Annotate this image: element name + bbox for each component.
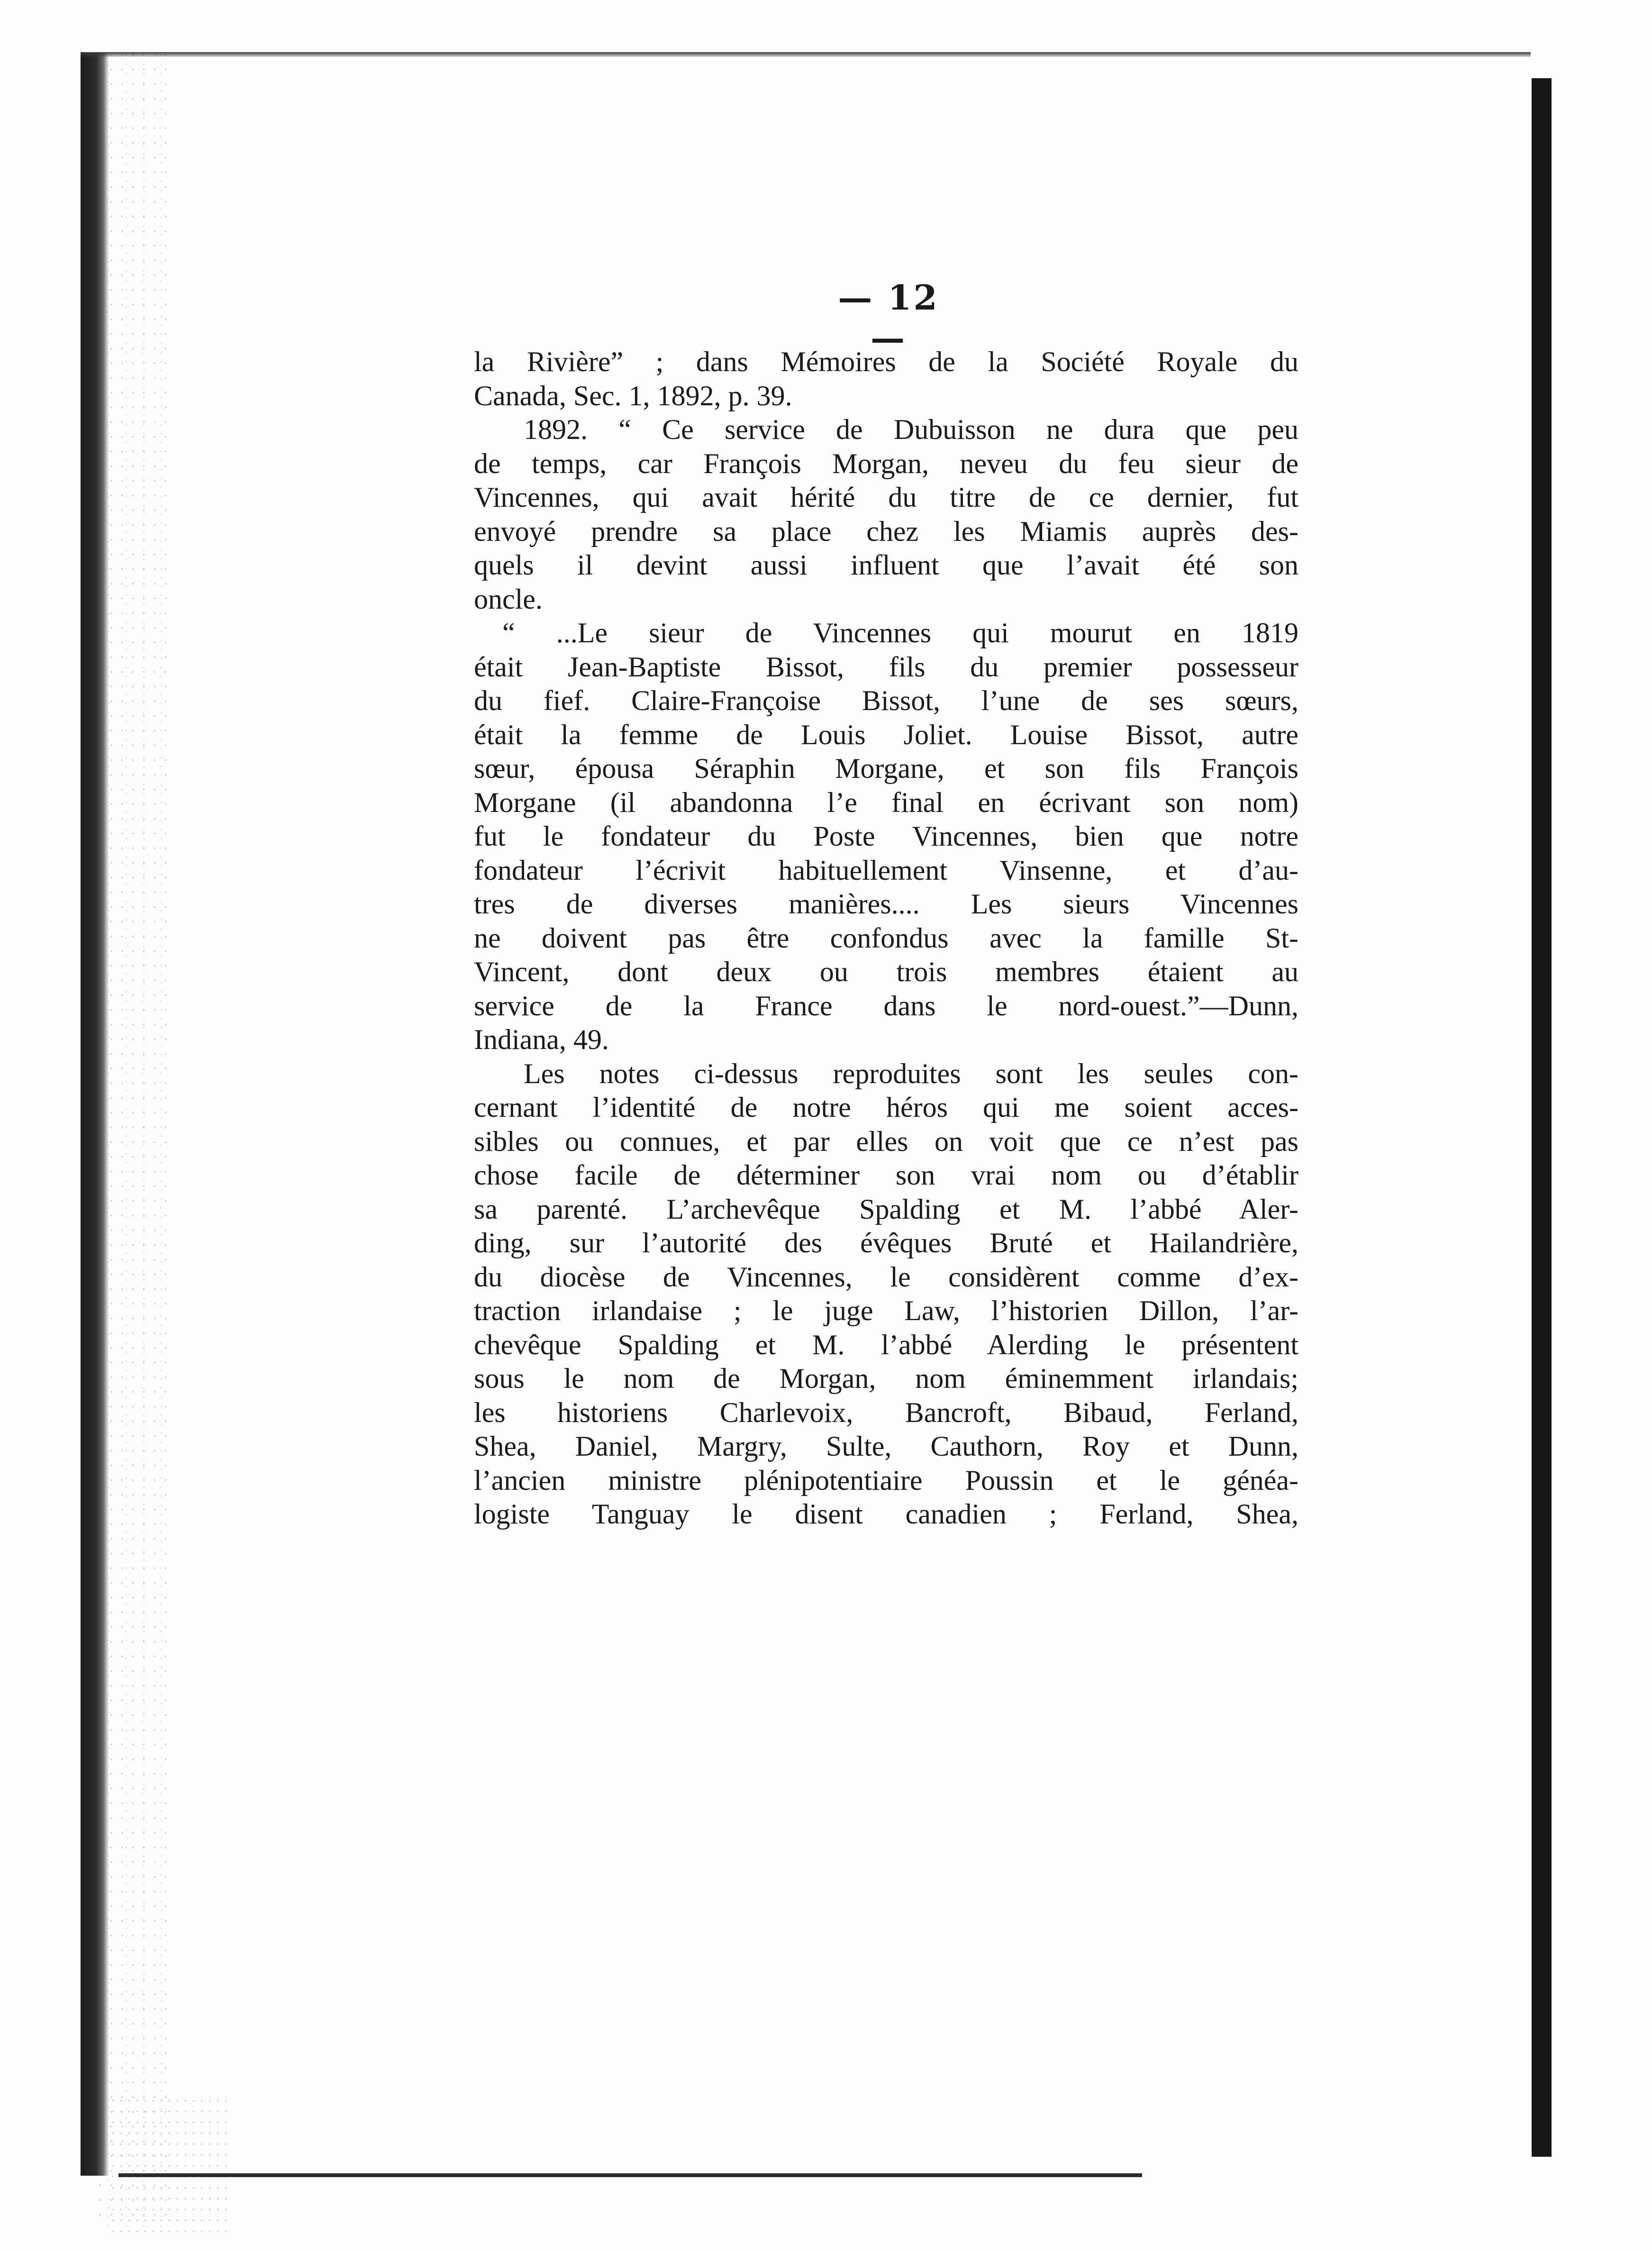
text-line: ne doivent pas être confondus avec la famille St- bbox=[474, 922, 1298, 954]
text-line: Les notes ci-dessus reproduites sont les seules con- bbox=[524, 1058, 1298, 1089]
text-line: la Rivière” ; dans Mémoires de la Société Royale du bbox=[474, 346, 1298, 377]
text-line: fut le fondateur du Poste Vincennes, bien que notre bbox=[474, 821, 1298, 852]
text-line: sœur, épousa Séraphin Morgane, et son fils François bbox=[474, 753, 1298, 784]
text-line: envoyé prendre sa place chez les Miamis auprès des- bbox=[474, 515, 1298, 547]
text-line: du diocèse de Vincennes, le considèrent comme d’ex- bbox=[474, 1261, 1298, 1293]
text-line: de temps, car François Morgan, neveu du feu sieur de bbox=[474, 447, 1298, 479]
page-number: — 12 — bbox=[838, 277, 939, 358]
text-line: Vincennes, qui avait hérité du titre de ce dernier, fut bbox=[474, 482, 1298, 513]
text-line: Canada, Sec. 1, 1892, p. 39. bbox=[474, 380, 792, 411]
text-line: cernant l’identité de notre héros qui me soient acces- bbox=[474, 1092, 1298, 1123]
text-line: Morgane (il abandonna l’e final en écrivant son nom) bbox=[474, 786, 1298, 818]
text-line: l’ancien ministre plénipotentiaire Poussin et le généa- bbox=[474, 1464, 1298, 1496]
text-line: sous le nom de Morgan, nom éminemment irlandais; bbox=[474, 1363, 1298, 1394]
text-line: Shea, Daniel, Margry, Sulte, Cauthorn, Roy et Dunn, bbox=[474, 1431, 1298, 1462]
text-line: Vincent, dont deux ou trois membres étaient au bbox=[474, 956, 1298, 987]
top-border bbox=[81, 52, 1531, 57]
text-line: les historiens Charlevoix, Bancroft, Bibaud, Ferland, bbox=[474, 1396, 1298, 1428]
scan-noise-bottom bbox=[109, 2095, 232, 2237]
text-line: service de la France dans le nord-ouest.”—Dunn, bbox=[474, 990, 1298, 1021]
text-line: fondateur l’écrivit habituellement Vinsenne, et d’au- bbox=[474, 854, 1298, 886]
text-line: Indiana, 49. bbox=[474, 1024, 609, 1055]
text-line: sibles ou connues, et par elles on voit que ce n’est pas bbox=[474, 1125, 1298, 1157]
text-line: “ ...Le sieur de Vincennes qui mourut en 1819 bbox=[502, 617, 1298, 648]
right-border bbox=[1532, 78, 1552, 2157]
text-line: était la femme de Louis Joliet. Louise Bissot, autre bbox=[474, 719, 1298, 750]
text-line: sa parenté. L’archevêque Spalding et M. l’abbé Aler- bbox=[474, 1193, 1298, 1225]
bottom-border bbox=[118, 2173, 1142, 2177]
text-line: tres de diverses manières.... Les sieurs Vincennes bbox=[474, 888, 1298, 920]
text-line: quels il devint aussi influent que l’avait été son bbox=[474, 549, 1298, 581]
binding-edge bbox=[81, 52, 109, 2176]
text-line: du fief. Claire-Françoise Bissot, l’une de ses sœurs, bbox=[474, 685, 1298, 716]
text-line: était Jean-Baptiste Bissot, fils du premier possesseur bbox=[474, 651, 1298, 683]
text-line: logiste Tanguay le disent canadien ; Ferland, Shea, bbox=[474, 1498, 1298, 1530]
text-line: chevêque Spalding et M. l’abbé Alerding le présentent bbox=[474, 1329, 1298, 1360]
text-line: traction irlandaise ; le juge Law, l’historien Dillon, l’ar- bbox=[474, 1295, 1298, 1326]
text-line: chose facile de déterminer son vrai nom ou d’établir bbox=[474, 1159, 1298, 1191]
text-line: oncle. bbox=[474, 583, 543, 615]
text-line: ding, sur l’autorité des évêques Bruté et Hailandrière, bbox=[474, 1227, 1298, 1258]
text-line: 1892. “ Ce service de Dubuisson ne dura que peu bbox=[524, 414, 1298, 445]
body-text bbox=[474, 345, 1298, 1532]
